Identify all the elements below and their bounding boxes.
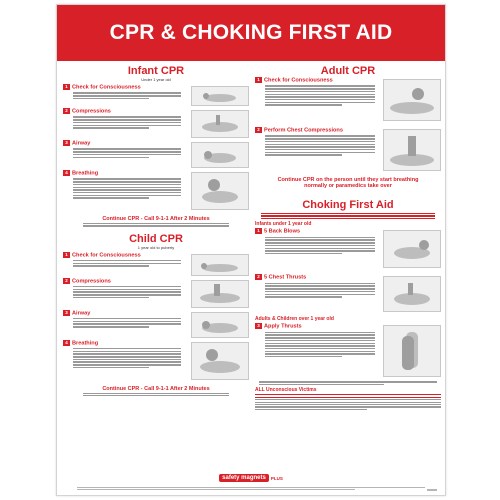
infant-check-illustration [191, 86, 249, 106]
adult-cpr-title: Adult CPR [320, 65, 376, 77]
infant-airway-illustration [191, 142, 249, 168]
step-label: Check for Consciousness [72, 252, 141, 259]
step-label: Apply Thrusts [264, 323, 302, 330]
infants-heading: Infants under 1 year old [255, 221, 312, 228]
child-airway-illustration [191, 312, 249, 338]
infant-step-1 [63, 84, 249, 106]
poster-title: CPR & CHOKING FIRST AID [109, 21, 393, 44]
step-label: Perform Chest Compressions [264, 127, 343, 134]
adults-heading: Adults & Children over 1 year old [255, 316, 334, 323]
step-label: Compressions [72, 278, 111, 285]
child-breathing-illustration [191, 342, 249, 380]
adult-compressions-illustration [383, 129, 441, 171]
step-number: 1 [63, 252, 70, 258]
infant-cpr-subtitle: Under 1 year old [141, 77, 171, 82]
adult-check-illustration [383, 79, 441, 121]
child-step-3 [63, 310, 249, 338]
infant-breathing-illustration [191, 172, 249, 210]
abdominal-thrusts-illustration [383, 325, 441, 377]
chest-thrusts-illustration [383, 276, 441, 312]
step-number: 3 [63, 310, 70, 316]
infant-cpr-title: Infant CPR [127, 65, 185, 77]
infant-step-4 [63, 170, 249, 214]
step-number: 3 [63, 140, 70, 146]
choking-step-3 [255, 323, 441, 379]
unconscious-heading: ALL Unconscious Victims [255, 387, 317, 394]
brand-name: safety magnets [219, 474, 269, 482]
product-code [427, 489, 437, 491]
step-number: 2 [63, 278, 70, 284]
brand-plus: PLUS [270, 475, 283, 481]
title-banner [57, 5, 445, 61]
child-step-1 [63, 252, 249, 276]
step-number: 1 [63, 84, 70, 90]
infant-step-3 [63, 140, 249, 168]
left-column [63, 65, 249, 397]
child-step-2 [63, 278, 249, 308]
child-compressions-illustration [191, 280, 249, 308]
step-label: 5 Chest Thrusts [264, 274, 307, 281]
step-number: 2 [255, 127, 262, 133]
back-blows-illustration [383, 230, 441, 268]
step-label: Airway [72, 140, 91, 147]
right-column [255, 65, 441, 411]
step-number: 2 [255, 274, 262, 280]
step-label: Check for Consciousness [72, 84, 141, 91]
step-label: Breathing [72, 170, 99, 177]
choking-step-2 [255, 274, 441, 314]
poster [56, 4, 446, 496]
choking-step-1 [255, 228, 441, 272]
footer-disclaimer [77, 487, 425, 491]
step-label: Breathing [72, 340, 99, 347]
step-label: 5 Back Blows [264, 228, 301, 235]
step-number: 1 [255, 228, 262, 234]
infant-step-2 [63, 108, 249, 138]
step-number: 2 [63, 108, 70, 114]
child-cpr-subtitle: 1 year old to puberty [137, 244, 175, 250]
child-call-911: Continue CPR - Call 9-1-1 After 2 Minutes [102, 385, 210, 392]
step-number: 4 [63, 170, 70, 176]
step-label: Airway [72, 310, 91, 317]
infant-compressions-illustration [191, 110, 249, 138]
infant-call-911: Continue CPR - Call 9-1-1 After 2 Minutes [102, 216, 210, 222]
choking-title: Choking First Aid [302, 199, 394, 211]
step-label: Compressions [72, 108, 111, 115]
brand-logo [213, 471, 289, 485]
step-number: 3 [255, 323, 262, 329]
child-cpr-title: Child CPR [129, 232, 183, 245]
step-number: 4 [63, 340, 70, 346]
child-step-4 [63, 340, 249, 384]
step-number: 1 [255, 77, 262, 83]
adult-step-2 [255, 127, 441, 175]
adult-continue-note: Continue CPR on the person until they start breathing normally or paramedics take over [277, 177, 419, 189]
step-label: Check for Consciousness [264, 77, 333, 84]
child-check-illustration [191, 254, 249, 276]
adult-step-1 [255, 77, 441, 125]
